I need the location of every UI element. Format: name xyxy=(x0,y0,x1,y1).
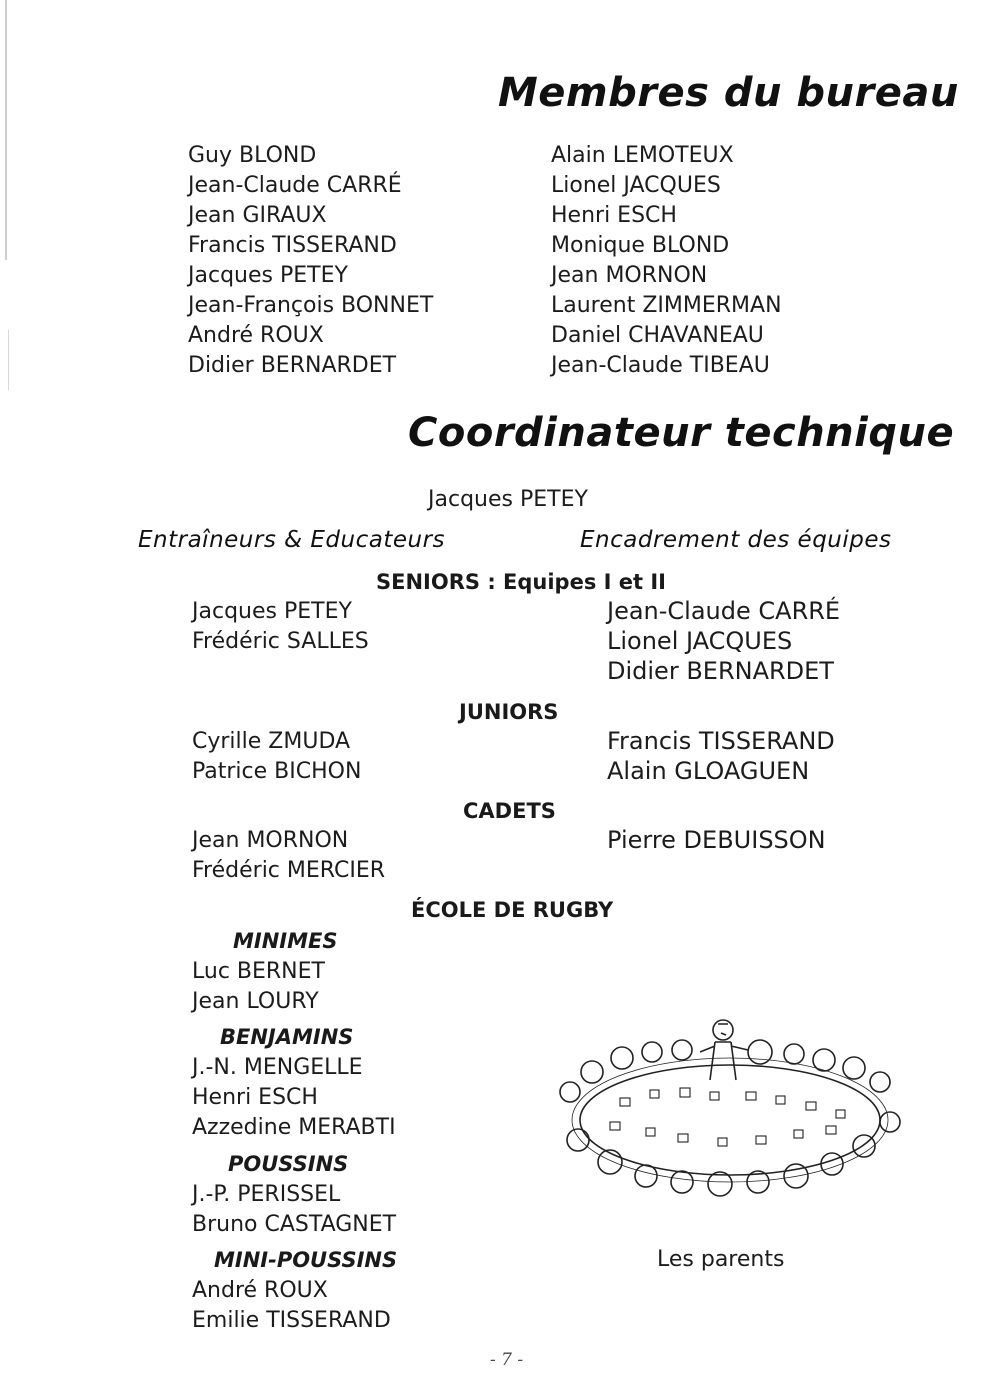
cadets-label: CADETS xyxy=(463,799,556,823)
coordinateur-name: Jacques PETEY xyxy=(428,487,588,512)
benjamins-label: BENJAMINS xyxy=(220,1025,354,1049)
list-item: Guy BLOND xyxy=(188,143,317,168)
parents-meeting-illustration xyxy=(550,1010,910,1210)
list-item: Jean LOURY xyxy=(192,989,319,1014)
list-item: J.-N. MENGELLE xyxy=(192,1055,363,1080)
cadets-coaches xyxy=(192,826,385,886)
list-item: Patrice BICHON xyxy=(192,759,362,784)
list-item: Jean-François BONNET xyxy=(188,293,434,318)
bureau-left-list xyxy=(188,141,433,381)
list-item: Alain LEMOTEUX xyxy=(551,143,734,168)
benjamins-list xyxy=(192,1053,396,1143)
speaker-head xyxy=(713,1020,733,1040)
ecole-label: ÉCOLE DE RUGBY xyxy=(411,898,614,922)
juniors-label: JUNIORS xyxy=(459,700,559,724)
list-item: Frédéric MERCIER xyxy=(192,858,386,883)
list-item: Jean MORNON xyxy=(551,263,708,288)
list-item: Jean-Claude CARRÉ xyxy=(607,597,841,625)
list-item: Laurent ZIMMERMAN xyxy=(551,293,782,318)
seated-people-front xyxy=(567,1112,900,1196)
list-item: Henri ESCH xyxy=(192,1085,318,1110)
list-item: Henri ESCH xyxy=(551,203,677,228)
cadets-staff xyxy=(607,825,826,855)
list-item: Frédéric SALLES xyxy=(192,629,369,654)
list-item: Jean GIRAUX xyxy=(188,203,327,228)
coaches-header: Entraîneurs & Educateurs xyxy=(138,527,446,553)
list-item: Jean MORNON xyxy=(192,828,349,853)
list-item: André ROUX xyxy=(192,1278,328,1303)
list-item: Didier BERNARDET xyxy=(607,657,834,685)
list-item: Cyrille ZMUDA xyxy=(192,729,351,754)
list-item: Lionel JACQUES xyxy=(551,173,721,198)
table-outline xyxy=(580,1065,880,1175)
bureau-title: Membres du bureau xyxy=(498,70,959,116)
list-item: Alain GLOAGUEN xyxy=(607,757,810,785)
staff-header: Encadrement des équipes xyxy=(580,527,892,553)
list-item: Emilie TISSERAND xyxy=(192,1308,391,1333)
list-item: Azzedine MERABTI xyxy=(192,1115,396,1140)
scan-edge-line-2 xyxy=(8,330,9,390)
illustration-caption: Les parents xyxy=(657,1247,785,1272)
list-item: André ROUX xyxy=(188,323,324,348)
minipoussins-list xyxy=(192,1276,391,1336)
list-item: Francis TISSERAND xyxy=(188,233,397,258)
bureau-right-list xyxy=(551,141,782,381)
papers-on-table xyxy=(610,1088,845,1146)
list-item: Jean-Claude TIBEAU xyxy=(551,353,770,378)
list-item: Luc BERNET xyxy=(192,959,325,984)
page-number: - 7 - xyxy=(490,1350,524,1370)
list-item: Jacques PETEY xyxy=(188,263,348,288)
minipoussins-label: MINI-POUSSINS xyxy=(214,1248,398,1272)
list-item: Jacques PETEY xyxy=(192,599,352,624)
seniors-staff xyxy=(607,596,840,686)
seated-people-back xyxy=(560,1040,890,1102)
list-item: Lionel JACQUES xyxy=(607,627,793,655)
seniors-label: SENIORS : Equipes I et II xyxy=(376,570,666,594)
list-item: Daniel CHAVANEAU xyxy=(551,323,764,348)
list-item: Pierre DEBUISSON xyxy=(607,826,826,854)
poussins-label: POUSSINS xyxy=(228,1152,349,1176)
juniors-staff xyxy=(607,726,835,786)
seniors-coaches xyxy=(192,597,369,657)
list-item: Jean-Claude CARRÉ xyxy=(188,173,402,198)
minimes-list xyxy=(192,957,325,1017)
list-item: Bruno CASTAGNET xyxy=(192,1212,397,1237)
minimes-label: MINIMES xyxy=(233,929,338,953)
list-item: Francis TISSERAND xyxy=(607,727,835,755)
scan-edge-line xyxy=(5,0,7,260)
list-item: Didier BERNARDET xyxy=(188,353,397,378)
poussins-list xyxy=(192,1180,396,1240)
list-item: Monique BLOND xyxy=(551,233,730,258)
juniors-coaches xyxy=(192,727,361,787)
list-item: J.-P. PERISSEL xyxy=(192,1182,341,1207)
coordinateur-title: Coordinateur technique xyxy=(408,410,955,456)
